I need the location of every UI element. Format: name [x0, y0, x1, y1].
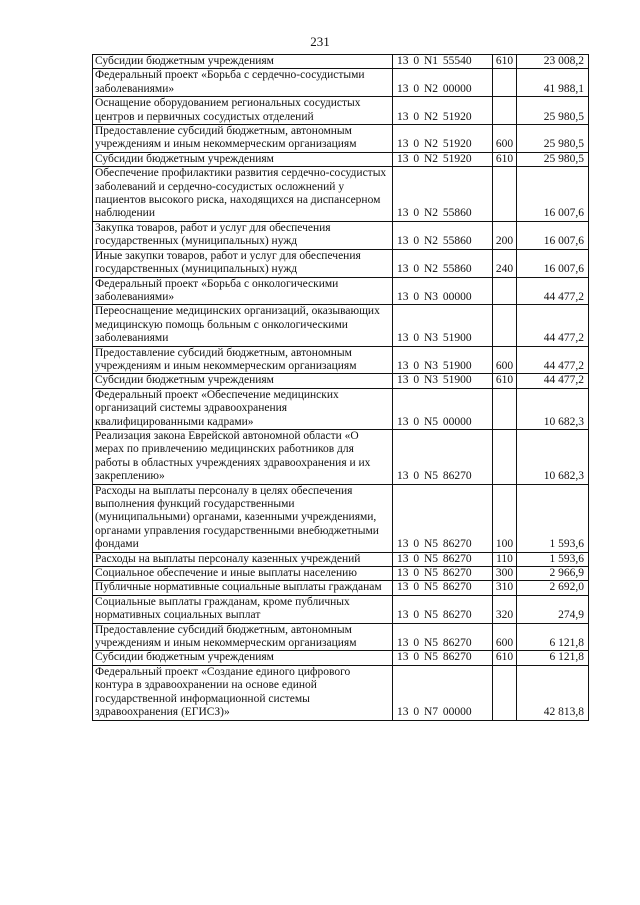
row-code-cell: 13 0 N3 51900 [393, 374, 493, 388]
row-amount-cell: 1 593,6 [517, 552, 589, 566]
row-vr-cell [493, 388, 517, 429]
table-row [93, 277, 589, 305]
row-code-cell: 13 0 N1 55540 [393, 55, 493, 69]
row-name-cell: Федеральный проект «Борьба с сердечно-сосудистыми заболеваниями» [93, 69, 393, 97]
row-amount-cell: 16 007,6 [517, 221, 589, 249]
row-code-cell: 13 0 N5 86270 [393, 567, 493, 581]
row-code-cell: 13 0 N5 86270 [393, 595, 493, 623]
row-amount-cell: 2 692,0 [517, 581, 589, 595]
row-amount-cell: 10 682,3 [517, 429, 589, 484]
row-vr-cell [493, 97, 517, 125]
row-code-cell: 13 0 N5 86270 [393, 623, 493, 651]
row-amount-cell: 25 980,5 [517, 152, 589, 166]
row-amount-cell: 42 813,8 [517, 665, 589, 720]
table-row [93, 55, 589, 69]
table-row [93, 623, 589, 651]
row-name-cell: Федеральный проект «Борьба с онкологическими заболеваниями» [93, 277, 393, 305]
row-amount-cell: 16 007,6 [517, 249, 589, 277]
table-row [93, 346, 589, 374]
row-amount-cell: 1 593,6 [517, 484, 589, 552]
row-code-cell: 13 0 N7 00000 [393, 665, 493, 720]
table-row [93, 221, 589, 249]
table-row [93, 484, 589, 552]
row-code-cell: 13 0 N2 51920 [393, 97, 493, 125]
row-vr-cell: 600 [493, 346, 517, 374]
row-amount-cell: 6 121,8 [517, 623, 589, 651]
row-code-cell: 13 0 N2 55860 [393, 167, 493, 222]
row-name-cell: Реализация закона Еврейской автономной области «О мерах по привлечению медицинских работников для работы в областных учреждениях здравоохранения и их закреплению» [93, 429, 393, 484]
row-name-cell: Переоснащение медицинских организаций, оказывающих медицинскую помощь больным с онкологическими заболеваниями [93, 305, 393, 346]
row-amount-cell: 6 121,8 [517, 651, 589, 665]
row-amount-cell: 25 980,5 [517, 97, 589, 125]
table-row [93, 429, 589, 484]
row-code-cell: 13 0 N2 55860 [393, 249, 493, 277]
row-vr-cell: 110 [493, 552, 517, 566]
table-row [93, 567, 589, 581]
table-row [93, 665, 589, 720]
budget-table-body [93, 55, 589, 721]
row-vr-cell: 300 [493, 567, 517, 581]
row-vr-cell [493, 277, 517, 305]
row-amount-cell: 23 008,2 [517, 55, 589, 69]
table-row [93, 69, 589, 97]
row-amount-cell: 16 007,6 [517, 167, 589, 222]
row-vr-cell [493, 69, 517, 97]
table-row [93, 167, 589, 222]
row-name-cell: Предоставление субсидий бюджетным, автономным учреждениям и иным некоммерческим организациям [93, 623, 393, 651]
row-amount-cell: 44 477,2 [517, 374, 589, 388]
row-code-cell: 13 0 N5 86270 [393, 581, 493, 595]
table-row [93, 595, 589, 623]
row-code-cell: 13 0 N5 86270 [393, 484, 493, 552]
row-vr-cell [493, 665, 517, 720]
table-row [93, 125, 589, 153]
row-vr-cell: 320 [493, 595, 517, 623]
table-row [93, 305, 589, 346]
row-code-cell: 13 0 N2 00000 [393, 69, 493, 97]
row-amount-cell: 44 477,2 [517, 346, 589, 374]
budget-table [92, 54, 589, 721]
row-name-cell: Субсидии бюджетным учреждениям [93, 374, 393, 388]
row-name-cell: Субсидии бюджетным учреждениям [93, 152, 393, 166]
row-name-cell: Расходы на выплаты персоналу казенных учреждений [93, 552, 393, 566]
table-row [93, 152, 589, 166]
row-code-cell: 13 0 N3 51900 [393, 305, 493, 346]
table-row [93, 249, 589, 277]
row-vr-cell [493, 429, 517, 484]
row-amount-cell: 41 988,1 [517, 69, 589, 97]
table-row [93, 97, 589, 125]
row-vr-cell: 610 [493, 374, 517, 388]
row-name-cell: Федеральный проект «Обеспечение медицинских организаций системы здравоохранения квалифицированными кадрами» [93, 388, 393, 429]
table-row [93, 651, 589, 665]
row-amount-cell: 44 477,2 [517, 305, 589, 346]
row-vr-cell: 100 [493, 484, 517, 552]
row-name-cell: Иные закупки товаров, работ и услуг для обеспечения государственных (муниципальных) нужд [93, 249, 393, 277]
table-row [93, 581, 589, 595]
row-code-cell: 13 0 N3 51900 [393, 346, 493, 374]
row-name-cell: Закупка товаров, работ и услуг для обеспечения государственных (муниципальных) нужд [93, 221, 393, 249]
table-row [93, 388, 589, 429]
row-vr-cell: 610 [493, 55, 517, 69]
row-name-cell: Предоставление субсидий бюджетным, автономным учреждениям и иным некоммерческим организациям [93, 125, 393, 153]
row-name-cell: Обеспечение профилактики развития сердечно-сосудистых заболеваний и сердечно-сосудистых осложнений у пациентов высокого риска, находящихся на диспансерном наблюдении [93, 167, 393, 222]
row-name-cell: Предоставление субсидий бюджетным, автономным учреждениям и иным некоммерческим организациям [93, 346, 393, 374]
row-vr-cell: 600 [493, 623, 517, 651]
row-name-cell: Субсидии бюджетным учреждениям [93, 651, 393, 665]
table-row [93, 374, 589, 388]
row-vr-cell: 610 [493, 152, 517, 166]
row-name-cell: Социальное обеспечение и иные выплаты населению [93, 567, 393, 581]
row-code-cell: 13 0 N2 51920 [393, 125, 493, 153]
row-code-cell: 13 0 N5 86270 [393, 651, 493, 665]
row-code-cell: 13 0 N5 00000 [393, 388, 493, 429]
row-code-cell: 13 0 N3 00000 [393, 277, 493, 305]
row-code-cell: 13 0 N5 86270 [393, 429, 493, 484]
row-vr-cell: 200 [493, 221, 517, 249]
row-name-cell: Публичные нормативные социальные выплаты гражданам [93, 581, 393, 595]
row-vr-cell [493, 167, 517, 222]
table-row [93, 552, 589, 566]
row-name-cell: Расходы на выплаты персоналу в целях обеспечения выполнения функций государственными (муниципальными) органами, казенными учреждениями, органами управления государственными внебюджетными фондами [93, 484, 393, 552]
row-vr-cell: 600 [493, 125, 517, 153]
row-amount-cell: 2 966,9 [517, 567, 589, 581]
row-name-cell: Федеральный проект «Создание единого цифрового контура в здравоохранении на основе единой государственной информационной системы здравоохранения (ЕГИСЗ)» [93, 665, 393, 720]
row-amount-cell: 10 682,3 [517, 388, 589, 429]
row-name-cell: Оснащение оборудованием региональных сосудистых центров и первичных сосудистых отделений [93, 97, 393, 125]
row-name-cell: Социальные выплаты гражданам, кроме публичных нормативных социальных выплат [93, 595, 393, 623]
row-vr-cell: 310 [493, 581, 517, 595]
row-code-cell: 13 0 N2 51920 [393, 152, 493, 166]
row-vr-cell [493, 305, 517, 346]
row-vr-cell: 240 [493, 249, 517, 277]
row-name-cell: Субсидии бюджетным учреждениям [93, 55, 393, 69]
row-code-cell: 13 0 N5 86270 [393, 552, 493, 566]
row-amount-cell: 25 980,5 [517, 125, 589, 153]
row-amount-cell: 274,9 [517, 595, 589, 623]
row-vr-cell: 610 [493, 651, 517, 665]
row-code-cell: 13 0 N2 55860 [393, 221, 493, 249]
page-number: 231 [310, 34, 330, 49]
row-amount-cell: 44 477,2 [517, 277, 589, 305]
